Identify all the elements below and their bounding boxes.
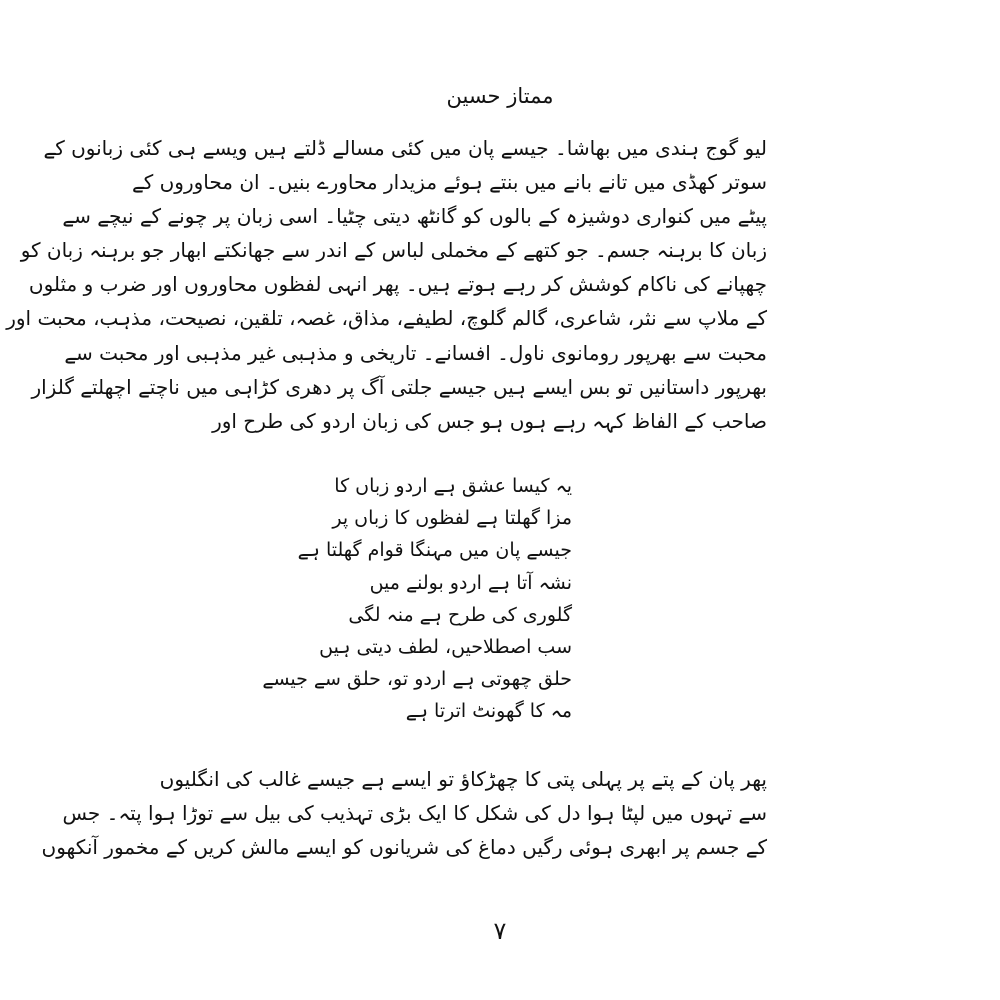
text-line: چھپانے کی ناکام کوشش کر رہے ہوتے ہیں۔ پھر انہی لفظوں محاوروں اور ضرب و مثلوں (28, 272, 767, 297)
poem-verse: مزا گھلتا ہے لفظوں کا زباں پر (332, 507, 572, 530)
paragraph-2 (41, 762, 767, 864)
page-number: ۷ (493, 917, 507, 945)
running-header-author: ممتاز حسین (446, 84, 554, 108)
poem-verse: حلق چھوتی ہے اردو تو، حلق سے جیسے (262, 668, 572, 691)
poem-verse: یہ کیسا عشق ہے اردو زباں کا (334, 475, 572, 497)
poem-verse: جیسے پان میں مہنگا قوام گھلتا ہے (297, 539, 572, 562)
text-line: لیو گوج ہندی میں بھاشا۔ جیسے پان میں کئی مسالے ڈلتے ہیں ویسے ہی کئی زبانوں کے (43, 136, 767, 160)
text-line: سوتر کھڈی میں تانے بانے میں بنتے ہوئے مزیدار محاورے بنیں۔ ان محاوروں کے (132, 170, 767, 195)
text-line: پھر پان کے پتے پر پہلی پتی کا چھڑکاؤ تو ایسے ہے جیسے غالب کی انگلیوں (159, 767, 767, 791)
text-line: سے تہوں میں لپٹا ہوا دل کی شکل کا ایک بڑی تہذیب کی بیل سے توڑا ہوا پتہ۔ جس (62, 801, 767, 826)
poem-stanza (232, 470, 572, 728)
text-line: زبان کا برہنہ جسم۔ جو کتھے کے مخملی لباس کے اندر سے جھانکتے ابھار جو برہنہ زبان کو (20, 238, 767, 263)
paragraph-1 (6, 131, 767, 438)
text-line: صاحب کے الفاظ کہہ رہے ہوں ہو جس کی زبان اردو کی طرح اور (212, 408, 767, 433)
text-line: کے ملاپ سے نثر، شاعری، گالم گلوچ، لطیفے، مذاق، غصہ، تلقین، نصیحت، مذہب، محبت اور (6, 306, 767, 331)
poem-verse: سب اصطلاحیں، لطف دیتی ہیں (319, 635, 572, 658)
poem-verse: گلوری کی طرح ہے منہ لگی (348, 603, 572, 626)
text-line: محبت سے بھرپور رومانوی ناول۔ افسانے۔ تاریخی و مذہبی غیر مذہبی اور محبت سے (64, 340, 767, 365)
poem-verse: نشہ آتا ہے اردو بولنے میں (369, 571, 572, 594)
text-line: پیٹے میں کنواری دوشیزہ کے بالوں کو گانٹھ دیتی چٹیا۔ اسی زبان پر چونے کے نیچے سے (62, 204, 767, 229)
poem-verse: مہ کا گھونٹ اترتا ہے (405, 700, 572, 723)
text-line: بھرپور داستانیں تو بس ایسے ہیں جیسے جلتی آگ پر دھری کڑاہی میں ناچتے اچھلتے گلزار (31, 374, 767, 399)
text-line: کے جسم پر ابھری ہوئی رگیں دماغ کی شریانوں کو ایسے مالش کریں کے مخمور آنکھوں (41, 835, 767, 860)
